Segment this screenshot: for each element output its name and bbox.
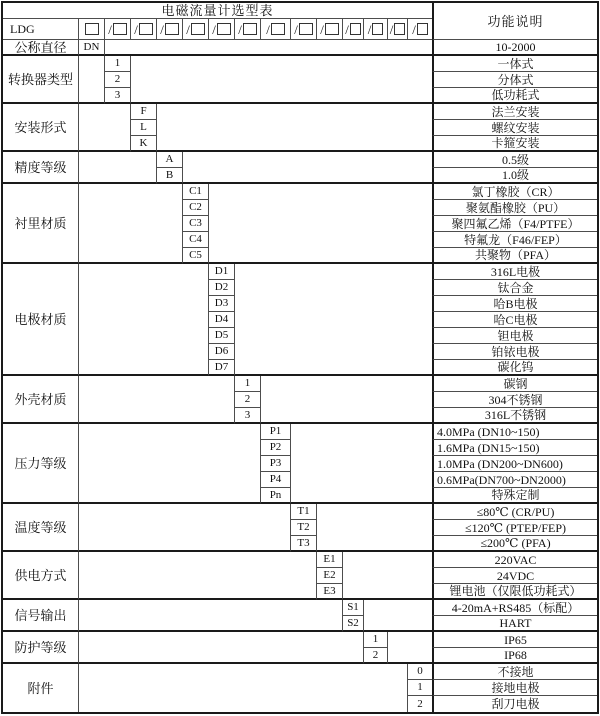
description-cell: 刮刀电极 xyxy=(432,696,597,712)
spacer-cell xyxy=(209,184,432,264)
option-code: Pn xyxy=(261,488,291,504)
description-cell: 钛合金 xyxy=(432,280,597,296)
description-cell: 接地电极 xyxy=(432,680,597,696)
option-code: C2 xyxy=(183,200,209,216)
option-code: P4 xyxy=(261,472,291,488)
checkbox-glyph xyxy=(217,23,231,35)
spacer-cell xyxy=(183,152,432,184)
option-code: P3 xyxy=(261,456,291,472)
checkbox-glyph xyxy=(85,23,99,35)
option-code: S1 xyxy=(343,600,364,616)
section-label: 电极材质 xyxy=(3,264,79,376)
section-label: 安装形式 xyxy=(3,104,79,152)
checkbox-glyph xyxy=(271,23,285,35)
option-code: T2 xyxy=(291,520,317,536)
spacer-cell xyxy=(79,184,183,264)
spacer-cell xyxy=(317,504,432,552)
description-cell: 316L电极 xyxy=(432,264,597,280)
slash-glyph: / xyxy=(367,21,372,37)
option-code: P1 xyxy=(261,424,291,440)
description-cell: 4.0MPa (DN10~150) xyxy=(432,424,597,440)
code-slot xyxy=(131,19,157,40)
description-cell: 0.6MPa(DN700~DN2000) xyxy=(432,472,597,488)
description-cell: HART xyxy=(432,616,597,632)
spacer-cell xyxy=(79,376,235,424)
option-code: 2 xyxy=(417,697,423,710)
option-code: 2 xyxy=(105,72,131,88)
option-code: 3 xyxy=(235,408,261,424)
description-cell: 铂铱电极 xyxy=(432,344,597,360)
option-code: P2 xyxy=(261,440,291,456)
option-code: 1 xyxy=(235,376,261,392)
code-slot xyxy=(157,19,183,40)
spacer-cell xyxy=(261,376,432,424)
description-cell: 螺纹安装 xyxy=(432,120,597,136)
description-cell: 0.5级 xyxy=(432,152,597,168)
option-code: 2 xyxy=(235,392,261,408)
slash-glyph: / xyxy=(266,21,270,37)
checkbox-glyph xyxy=(299,23,313,35)
spacer-cell xyxy=(79,264,209,376)
option-code: 3 xyxy=(105,88,131,104)
description-cell: 特氟龙（F46/FEP） xyxy=(432,232,597,248)
description-cell: 卡箍安装 xyxy=(432,136,597,152)
description-cell: 特殊定制 xyxy=(432,488,597,504)
section-label: 衬里材质 xyxy=(3,184,79,264)
section-label: 公称直径 xyxy=(3,40,79,56)
slash-glyph: / xyxy=(238,21,242,37)
description-cell: 1.0级 xyxy=(432,168,597,184)
code-slot xyxy=(79,19,105,40)
option-code: K xyxy=(131,136,157,152)
description-cell: IP68 xyxy=(432,648,597,664)
spacer-cell xyxy=(157,104,432,152)
checkbox-glyph xyxy=(191,23,205,35)
option-code: D2 xyxy=(209,280,235,296)
slash-glyph: / xyxy=(134,21,138,37)
checkbox-glyph xyxy=(372,23,383,35)
code-slot xyxy=(261,19,291,40)
slash-glyph: / xyxy=(108,21,112,37)
selection-table-grid xyxy=(3,3,597,712)
code-slot xyxy=(388,19,408,40)
description-cell: IP65 xyxy=(432,632,597,648)
spacer-cell xyxy=(364,600,432,632)
spacer-cell xyxy=(79,552,317,600)
spacer-cell xyxy=(291,424,432,504)
option-code: 1 xyxy=(408,680,432,696)
spacer-cell xyxy=(79,664,408,712)
section-label: 防护等级 xyxy=(3,632,79,664)
option-code: A xyxy=(157,152,183,168)
option-code: 1 xyxy=(364,632,388,648)
section-label: 转换器类型 xyxy=(3,56,79,104)
description-cell: 220VAC xyxy=(432,552,597,568)
spacer-cell xyxy=(79,104,131,152)
option-code: E2 xyxy=(317,568,343,584)
option-code: 0 xyxy=(408,664,432,680)
spacer-cell xyxy=(79,56,105,104)
spacer-cell xyxy=(79,632,364,664)
option-code: E1 xyxy=(317,552,343,568)
table-title: 电磁流量计选型表 xyxy=(3,3,432,19)
description-cell: 分体式 xyxy=(432,72,597,88)
option-code: E3 xyxy=(317,584,343,600)
option-code: C4 xyxy=(183,232,209,248)
checkbox-glyph xyxy=(417,23,428,35)
description-cell: 哈C电极 xyxy=(432,312,597,328)
option-code: T3 xyxy=(291,536,317,552)
slash-glyph: / xyxy=(412,21,416,37)
slash-glyph: / xyxy=(345,21,349,37)
description-cell: 锂电池（仅限低功耗式） xyxy=(432,584,597,600)
option-code: D7 xyxy=(209,360,235,376)
slash-glyph: / xyxy=(160,21,164,37)
option-code: 2 xyxy=(364,648,388,664)
section-label: 信号输出 xyxy=(3,600,79,632)
description-cell: 共聚物（PFA） xyxy=(432,248,597,264)
description-cell: 氯丁橡胶（CR） xyxy=(432,184,597,200)
description-cell: ≤200℃ (PFA) xyxy=(432,536,597,552)
code-slot xyxy=(408,19,432,40)
checkbox-glyph xyxy=(165,23,179,35)
code-slot xyxy=(291,19,317,40)
description-cell: 低功耗式 xyxy=(432,88,597,104)
code-slot xyxy=(364,19,388,40)
description-cell: 316L不锈钢 xyxy=(432,408,597,424)
code-slot xyxy=(235,19,261,40)
option-code: C3 xyxy=(183,216,209,232)
option-code: B xyxy=(157,168,183,184)
description-cell: 钽电极 xyxy=(432,328,597,344)
checkbox-glyph xyxy=(243,23,257,35)
function-header: 功能说明 xyxy=(432,3,597,40)
section-label: 外壳材质 xyxy=(3,376,79,424)
model-prefix: LDG xyxy=(3,19,79,40)
checkbox-glyph xyxy=(139,23,153,35)
code-slot xyxy=(183,19,209,40)
option-code: D3 xyxy=(209,296,235,312)
spacer-cell xyxy=(79,600,343,632)
slash-glyph: / xyxy=(212,21,216,37)
description-cell: 不接地 xyxy=(432,664,597,680)
spacer-cell xyxy=(131,56,432,104)
description-cell: 碳钢 xyxy=(432,376,597,392)
selection-table xyxy=(1,1,599,714)
spacer-cell xyxy=(79,424,261,504)
description-cell: 1.0MPa (DN200~DN600) xyxy=(432,456,597,472)
spacer-cell xyxy=(79,504,291,552)
slash-glyph: / xyxy=(186,21,190,37)
option-code: C1 xyxy=(183,184,209,200)
description-cell: ≤120℃ (PTEP/FEP) xyxy=(432,520,597,536)
spacer-cell xyxy=(235,264,432,376)
option-code: T1 xyxy=(291,504,317,520)
description-cell: 1.6MPa (DN15~150) xyxy=(432,440,597,456)
slash-glyph: / xyxy=(294,21,298,37)
spacer-cell xyxy=(388,632,432,664)
description-cell: 24VDC xyxy=(432,568,597,584)
slash-glyph: / xyxy=(320,21,324,37)
code-slot xyxy=(209,19,235,40)
checkbox-glyph xyxy=(394,23,405,35)
description-cell: 哈B电极 xyxy=(432,296,597,312)
option-code: D6 xyxy=(209,344,235,360)
code-slot xyxy=(105,19,131,40)
spacer-cell xyxy=(79,152,157,184)
spacer-cell xyxy=(105,40,432,56)
option-code: DN xyxy=(79,40,105,56)
section-label: 精度等级 xyxy=(3,152,79,184)
description-cell: 法兰安装 xyxy=(432,104,597,120)
option-code: D4 xyxy=(209,312,235,328)
spacer-cell xyxy=(343,552,432,600)
code-slot xyxy=(343,19,364,40)
code-slot xyxy=(317,19,343,40)
option-code: F xyxy=(131,104,157,120)
description-cell: ≤80℃ (CR/PU) xyxy=(432,504,597,520)
description-cell: 聚四氟乙烯（F4/PTFE） xyxy=(432,216,597,232)
section-label: 附件 xyxy=(3,664,79,712)
checkbox-glyph xyxy=(350,23,361,35)
description-cell: 聚氨酯橡胶（PU） xyxy=(432,200,597,216)
slash-glyph: / xyxy=(389,21,394,37)
checkbox-glyph xyxy=(325,23,339,35)
description-cell: 一体式 xyxy=(432,56,597,72)
option-code: 1 xyxy=(105,56,131,72)
section-label: 温度等级 xyxy=(3,504,79,552)
option-code: S2 xyxy=(343,616,364,632)
option-code: L xyxy=(131,120,157,136)
description-cell: 10-2000 xyxy=(432,40,597,56)
option-code: D5 xyxy=(209,328,235,344)
option-code: D1 xyxy=(209,264,235,280)
description-cell: 4-20mA+RS485（标配） xyxy=(432,600,597,616)
section-label: 压力等级 xyxy=(3,424,79,504)
description-cell: 304不锈钢 xyxy=(432,392,597,408)
option-code: C5 xyxy=(183,248,209,264)
section-label: 供电方式 xyxy=(3,552,79,600)
description-cell: 碳化钨 xyxy=(432,360,597,376)
checkbox-glyph xyxy=(113,23,127,35)
